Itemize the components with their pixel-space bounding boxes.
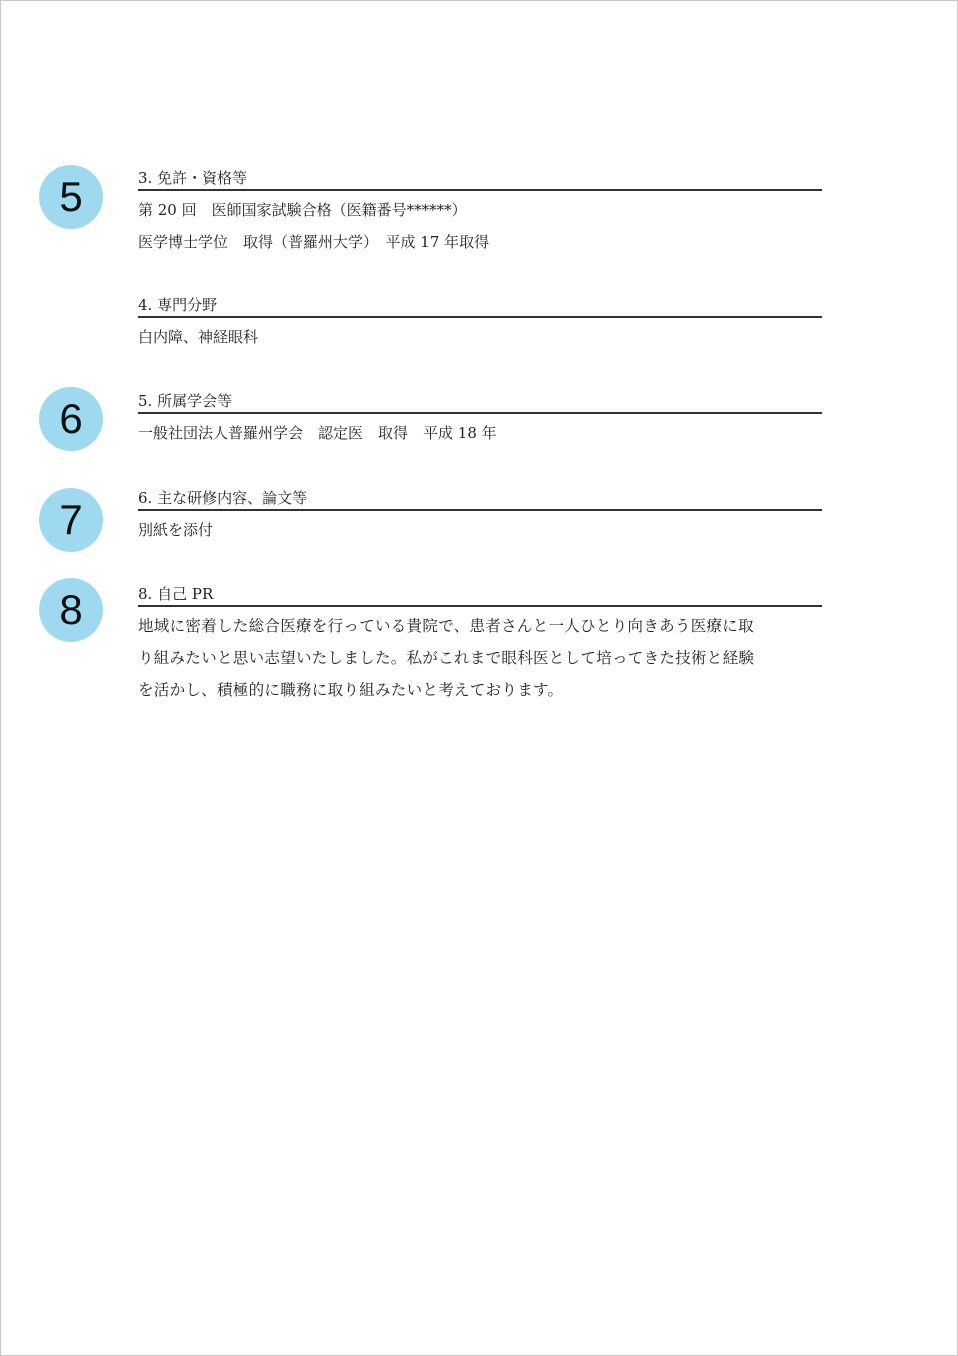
- specialty-line: 白内障、神経眼科: [138, 328, 259, 346]
- section-number-badge-7: 7: [39, 488, 103, 552]
- self-pr-line: り組みたいと思い志望いたしました。私がこれまで眼科医として培ってきた技術と経験: [138, 649, 755, 667]
- research-section: [138, 488, 822, 546]
- specialty-heading: 4. 専門分野: [138, 295, 822, 318]
- research-heading: 6. 主な研修内容、論文等: [138, 488, 822, 511]
- section-number-badge-6: 6: [39, 387, 103, 451]
- self-pr-section: [138, 584, 822, 706]
- section-number-badge-8: 8: [39, 578, 103, 642]
- license-section: [138, 168, 822, 258]
- license-heading: 3. 免許・資格等: [138, 168, 822, 191]
- license-line: 医学博士学位 取得（普羅州大学） 平成 17 年取得: [138, 233, 490, 251]
- self-pr-paragraph: [138, 610, 822, 706]
- self-pr-line: 地域に密着した総合医療を行っている貴院で、患者さんと一人ひとり向きあう医療に取: [138, 617, 754, 635]
- section-number-badge-5: 5: [39, 165, 103, 229]
- societies-line: 一般社団法人普羅州学会 認定医 取得 平成 18 年: [138, 424, 497, 442]
- self-pr-heading: 8. 自己 PR: [138, 584, 822, 607]
- societies-section: [138, 391, 822, 449]
- self-pr-line: を活かし、積極的に職務に取り組みたいと考えております。: [138, 681, 564, 699]
- specialty-section: [138, 295, 822, 353]
- research-line: 別紙を添付: [138, 521, 214, 539]
- societies-heading: 5. 所属学会等: [138, 391, 822, 414]
- license-line: 第 20 回 医師国家試験合格（医籍番号******）: [138, 201, 467, 219]
